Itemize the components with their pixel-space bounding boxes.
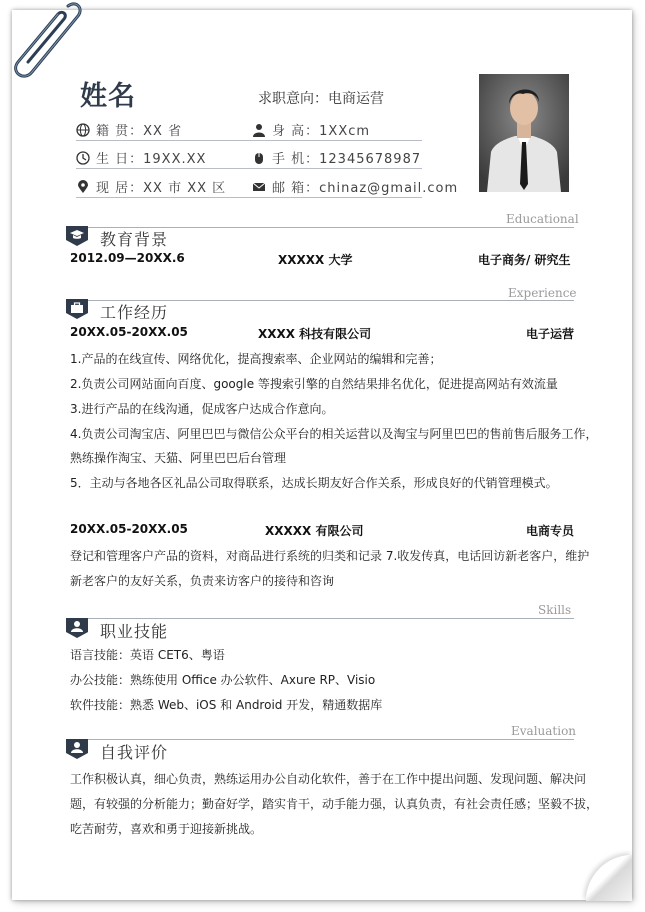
education-date: 2012.09—20XX.6 <box>70 251 185 265</box>
education-school: XXXXX 大学 <box>278 253 353 267</box>
job1-duty-line: 2.负责公司网站面向百度、google 等搜索引擎的自然结果排名优化，促进提高网站有效流量 <box>70 377 558 391</box>
hometown-value: XX 省 <box>143 124 183 139</box>
residence-row <box>76 177 226 196</box>
clock-icon <box>76 151 90 165</box>
education-title: 教育背景 <box>100 230 169 249</box>
birthday-label: 生 日： <box>96 152 144 167</box>
skill-line: 软件技能：熟悉 Web、iOS 和 Android 开发，精通数据库 <box>70 698 383 712</box>
evaluation-en-heading: Evaluation <box>511 724 577 738</box>
evaluation-line: 工作积极认真，细心负责，熟练运用办公自动化软件，善于在工作中提出问题、发现问题、解决问 <box>70 772 587 786</box>
profile-photo <box>479 74 569 192</box>
evaluation-title: 自我评价 <box>100 743 169 762</box>
info-divider <box>76 168 422 169</box>
user-badge-icon <box>66 739 88 759</box>
job1-company: XXXX 科技有限公司 <box>258 327 372 341</box>
residence-value: XX 市 XX 区 <box>143 181 227 196</box>
phone-label: 手 机： <box>272 152 320 167</box>
hometown-row <box>76 120 182 139</box>
globe-icon <box>76 123 90 137</box>
email-value: chinaz@gmail.com <box>319 181 459 196</box>
job1-role: 电子运营 <box>526 327 575 341</box>
skill-line: 语言技能：英语 CET6、粤语 <box>70 648 225 662</box>
job1-duty-line: 4.负责公司淘宝店、阿里巴巴与微信公众平台的相关运营以及淘宝与阿里巴巴的售前售后服务工作， <box>70 427 598 441</box>
skills-title: 职业技能 <box>100 622 169 641</box>
email-row <box>252 177 458 196</box>
phone-row <box>252 148 421 167</box>
skill-line: 办公技能：熟练使用 Office 办公软件、Axure RP、Visio <box>70 673 376 687</box>
job1-duty-line: 熟练操作淘宝、天猫、阿里巴巴后台管理 <box>70 451 287 465</box>
job1-duty-line: 5．主动与各地各区礼品公司取得联系，达成长期友好合作关系，形成良好的代销管理模式。 <box>70 476 558 490</box>
work-title: 工作经历 <box>100 303 169 322</box>
job2-duty-line: 新老客户的友好关系，负责来访客户的接待和咨询 <box>70 574 335 588</box>
job1-duty-line: 1.产品的在线宣传、网络优化，提高搜索率、企业网站的编辑和完善； <box>70 352 442 366</box>
info-divider <box>76 140 422 141</box>
height-row <box>252 120 370 139</box>
work-en-heading: Experience <box>508 286 577 300</box>
person-icon <box>252 123 266 137</box>
paperclip-icon <box>6 0 86 90</box>
location-pin-icon <box>76 180 90 194</box>
hometown-label: 籍 贯： <box>96 124 144 139</box>
job2-company: XXXXX 有限公司 <box>265 524 364 538</box>
job-intent: 求职意向：电商运营 <box>258 91 384 107</box>
phone-value: 12345678987 <box>319 152 422 167</box>
job1-date: 20XX.05-20XX.05 <box>70 325 188 339</box>
education-degree: 电子商务/ 研究生 <box>478 253 571 267</box>
job1-duty-line: 3.进行产品的在线沟通，促成客户达成合作意向。 <box>70 402 334 416</box>
evaluation-line: 吃苦耐劳，喜欢和勇于迎接新挑战。 <box>70 822 263 836</box>
evaluation-line: 题，有较强的分析能力；勤奋好学，踏实肯干，动手能力强，认真负责，有社会责任感；坚毅不拔， <box>70 797 599 811</box>
briefcase-icon <box>66 299 88 319</box>
birthday-row <box>76 148 206 167</box>
mouse-icon <box>252 151 266 165</box>
height-value: 1XXcm <box>319 124 371 139</box>
residence-label: 现 居： <box>96 181 144 196</box>
job2-role: 电商专员 <box>526 524 575 538</box>
candidate-name: 姓名 <box>80 81 136 112</box>
job2-duty-line: 登记和管理客户产品的资料，对商品进行系统的归类和记录 7.收发传真，电话回访新老客户，维护 <box>70 549 590 563</box>
email-label: 邮 箱： <box>272 181 320 196</box>
info-divider <box>76 197 422 198</box>
graduation-cap-icon <box>66 226 88 246</box>
envelope-icon <box>252 180 266 194</box>
birthday-value: 19XX.XX <box>143 152 207 167</box>
skills-en-heading: Skills <box>538 603 572 617</box>
education-en-heading: Educational <box>506 212 579 226</box>
height-label: 身 高： <box>272 124 320 139</box>
job2-date: 20XX.05-20XX.05 <box>70 522 188 536</box>
user-badge-icon <box>66 618 88 638</box>
